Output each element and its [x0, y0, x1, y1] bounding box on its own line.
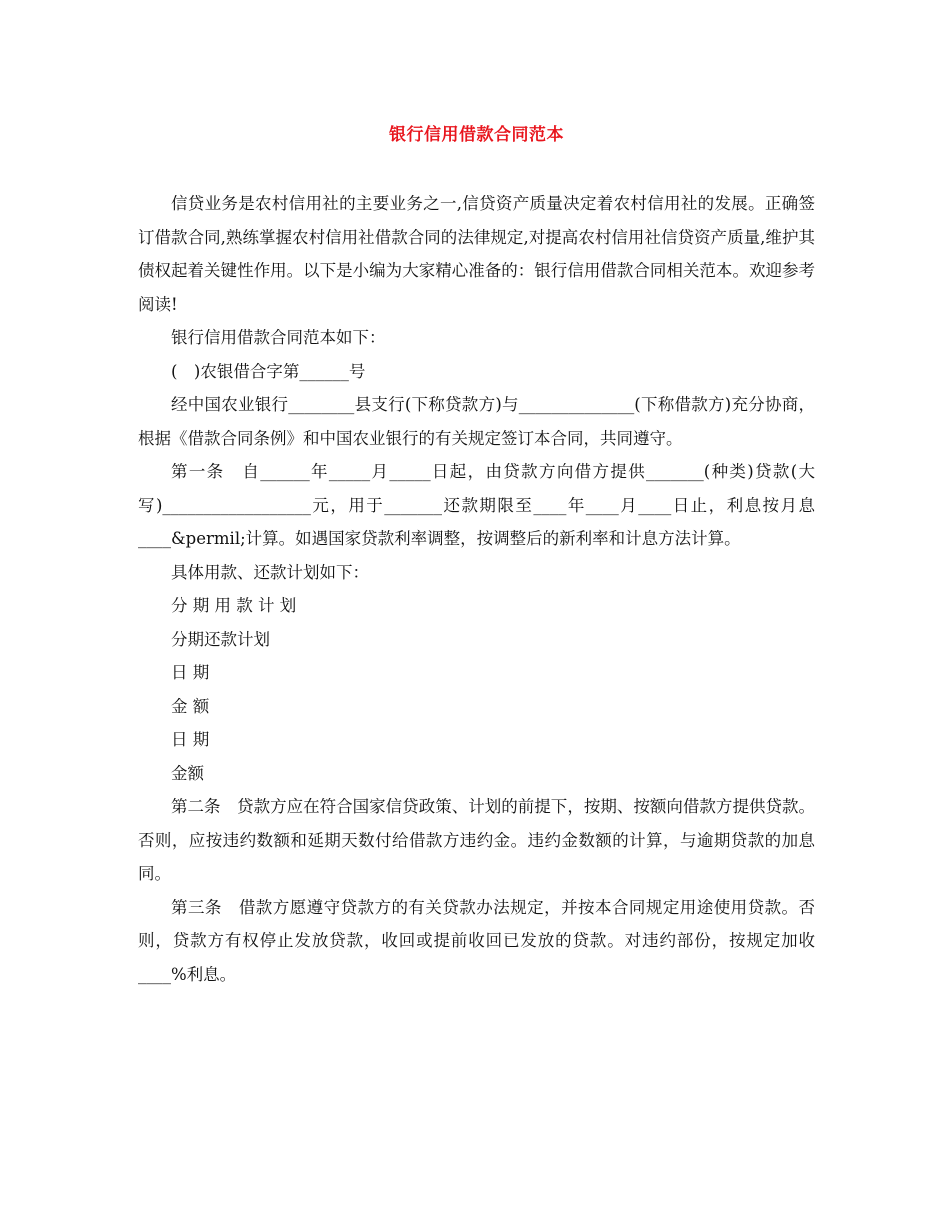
paragraph-plan-heading: 具体用款、还款计划如下：: [171, 562, 369, 582]
paragraph-installment-repayment-plan: 分期还款计划: [171, 629, 270, 649]
paragraph-installment-usage-plan: 分 期 用 款 计 划: [171, 596, 297, 615]
paragraph-amount-1: 金 额: [171, 696, 210, 716]
paragraph-article-1: 第一条 自______年_____月_____日起，由贷款方向借方提供_______(种类)贷款(大写)__________________元，用于_______还款期限至____年____月____日止，利息按月息____&permil;计算。如遇国家贷款利率调整，按调整后的新利率和计息方法计算。: [138, 462, 815, 548]
paragraph-date-2: 日 期: [171, 730, 210, 749]
paragraph-date-1: 日 期: [171, 663, 210, 682]
paragraph-article-2: 第二条 贷款方应在符合国家信贷政策、计划的前提下，按期、按额向借款方提供贷款。否则，应按违约数额和延期天数付给借款方违约金。违约金数额的计算，与逾期贷款的加息同。: [138, 797, 815, 883]
paragraph-contract-number: ( )农银借合字第______号: [171, 361, 366, 381]
document-title: 银行信用借款合同范本: [389, 125, 564, 145]
paragraph-amount-2: 金额: [171, 763, 204, 783]
paragraph-article-3: 第三条 借款方愿遵守贷款方的有关贷款办法规定，并按本合同规定用途使用贷款。否则，贷款方有权停止发放贷款，收回或提前收回已发放的贷款。对违约部份，按规定加收____%利息。: [138, 897, 815, 984]
paragraph-parties: 经中国农业银行________县支行(下称贷款方)与______________(下称借款方)充分协商，根据《借款合同条例》和中国农业银行的有关规定签订本合同，共同遵守。: [138, 395, 815, 448]
paragraph-template-heading: 银行信用借款合同范本如下：: [171, 328, 386, 347]
paragraph-intro: 信贷业务是农村信用社的主要业务之一,信贷资产质量决定着农村信用社的发展。正确签订借款合同,熟练掌握农村信用社借款合同的法律规定,对提高农村信用社信贷资产质量,维护其债权起着关键性作用。以下是小编为大家精心准备的：银行信用借款合同相关范本。欢迎参考阅读!: [138, 194, 815, 314]
